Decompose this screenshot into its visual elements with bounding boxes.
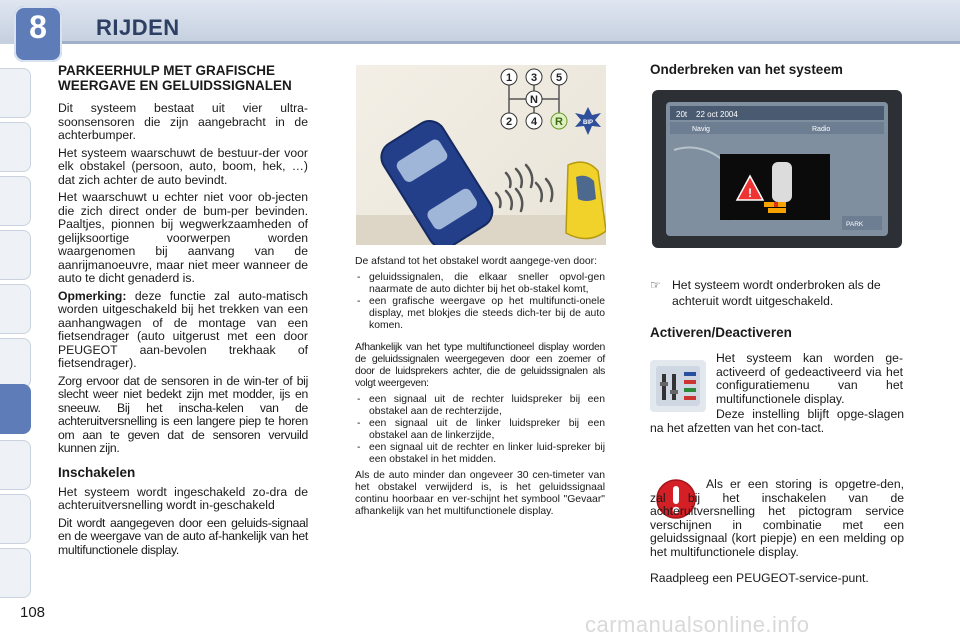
gear-2: 2 [505, 116, 513, 128]
paragraph: Zorg ervoor dat de sensoren in de win-ter of bij slecht weer niet bedekt zijn met modder, ijs en sneeuw. Bij het inscha-kelen van de achteruitversnelling is een langere piep te horen om aan te geven dat de sensoren vervuild kunnen zijn. [58, 373, 308, 455]
paragraph: Als de auto minder dan ongeveer 30 cen-timeter van het obstakel verwijderd is, is het geluidssignaal continu hoorbaar en ver-schijnt het symbool "Gevaar" afhankelijk van het multifunctionele display. [355, 470, 605, 517]
pointing-hand-icon: ☞ [650, 278, 661, 292]
paragraph: Raadpleeg een PEUGEOT-service-punt. [650, 571, 869, 585]
gear-1: 1 [505, 72, 513, 84]
column-left [58, 63, 308, 561]
side-tab-8[interactable] [0, 440, 31, 490]
gear-3: 3 [530, 72, 538, 84]
side-tab-2[interactable] [0, 122, 31, 172]
list-item: - een grafische weergave op het multifuncti-onele display, met blokjes die steeds dich-ter bij de auto komen. [355, 296, 605, 332]
watermark: carmanualsonline.info [585, 612, 810, 637]
configuration-menu-icon [650, 360, 706, 412]
side-tab-4[interactable] [0, 230, 31, 280]
page-number: 108 [20, 604, 46, 621]
side-tab-6[interactable] [0, 338, 31, 388]
bullet-text: Het systeem wordt onderbroken als de achteruit wordt uitgeschakeld. [672, 278, 881, 308]
chapter-title: RIJDEN [96, 15, 180, 40]
section-title-parking-aid: PARKEERHULP MET GRAFISCHE WEERGAVE EN GELUIDSSIGNALEN [58, 63, 292, 93]
screen-label-navig: Navig [692, 126, 710, 133]
section-title-activate: Inschakelen [58, 464, 136, 480]
paragraph: Deze instelling blijft opge-slagen na het afzetten van het con-tact. [650, 407, 904, 435]
gear-5: 5 [555, 72, 563, 84]
paragraph: Dit wordt aangegeven door een geluids-signaal en de weergave van de auto af-hankelijk van het multifunctionele display. [58, 515, 308, 557]
column-middle [355, 256, 605, 522]
screen-top-bar: 20t 22 oct 2004 [676, 110, 738, 119]
paragraph: Het systeem waarschuwt de bestuur-der voor elk obstakel (persoon, auto, boom, hek, …) dat zich achter de auto bevindt. [58, 145, 308, 187]
parking-aid-illustration [356, 65, 606, 245]
interrupt-bullet [650, 277, 904, 309]
beep-label: BIP [582, 120, 594, 126]
column-right [650, 62, 904, 77]
svg-text:!: ! [748, 186, 752, 200]
list-item: - een signaal uit de rechter en linker luid-spreker bij een obstakel in het midden. [355, 442, 605, 466]
side-tab-10[interactable] [0, 548, 31, 598]
gear-4: 4 [530, 116, 538, 128]
gear-r: R [555, 116, 563, 128]
note-label: Opmerking: [58, 288, 127, 303]
paragraph: Het systeem wordt ingeschakeld zo-dra de achteruitversnelling wordt in-geschakeld [58, 484, 308, 512]
distance-indicator-list [355, 272, 605, 332]
section-title-activate-deactivate: Activeren/Deactiveren [650, 325, 792, 340]
screen-gear-label: PARK [846, 221, 864, 228]
paragraph: Het waarschuwt u echter niet voor ob-jecten die zich direct onder de bum-per bevinden. Paaltjes, pionnen bij wegwerkzaamheden of gelijksoortige voorwerpen worden waargenomen bij aanvang van de aanrijmanoeuvre, maar niet meer wanneer de auto te dicht genaderd is. [58, 190, 308, 285]
side-tab-1[interactable] [0, 68, 31, 118]
paragraph: Als er een storing is opgetre-den, zal bij het inschakelen van de achteruitversnelling het pictogram service verschijnen in combinatie met een geluidssignaal (kort piepje) en een melding op het multifunctionele display. [650, 477, 904, 559]
note-paragraph [58, 290, 308, 371]
paragraph: Het systeem kan worden ge-activeerd of gedeactiveerd via het configuratiemenu van het multifunctionele display. [716, 351, 903, 406]
side-tab-3[interactable] [0, 176, 31, 226]
list-item: - een signaal uit de rechter luidspreker bij een obstakel aan de rechterzijde, [355, 394, 605, 418]
paragraph: Afhankelijk van het type multifunctioneel display worden de geluidssignalen weergegeven door een zoemer of door de luidsprekers achter, die de geluidssignalen als volgt weergeven: [355, 342, 605, 389]
chapter-number: 8 [29, 9, 47, 45]
gear-n: N [530, 94, 538, 106]
side-tab-9[interactable] [0, 494, 31, 544]
speaker-signal-list [355, 394, 605, 466]
side-tab-active[interactable] [0, 384, 31, 434]
screen-label-radio: Radio [812, 126, 831, 133]
paragraph: Dit systeem bestaat uit vier ultra-soonsensoren die zijn aangebracht in de achterbumper. [58, 101, 308, 142]
multifunction-display-photo [652, 90, 902, 248]
section-title-interrupt: Onderbreken van het systeem [650, 62, 843, 77]
side-tab-5[interactable] [0, 284, 31, 334]
paragraph: De afstand tot het obstakel wordt aangege-ven door: [355, 256, 598, 267]
list-item: - geluidssignalen, die elkaar sneller opvol-gen naarmate de auto dichter bij het ob-stakel komt, [355, 272, 605, 296]
note-text: deze functie zal auto-matisch worden uitgeschakeld bij het trekken van een aanhangwagen of de montage van een fietsendrager (auto uitgerust met een door PEUGEOT aan-bevolen trekhaak of fietsendrager). [58, 288, 308, 370]
list-item: - een signaal uit de linker luidspreker bij een obstakel aan de linkerzijde, [355, 418, 605, 442]
